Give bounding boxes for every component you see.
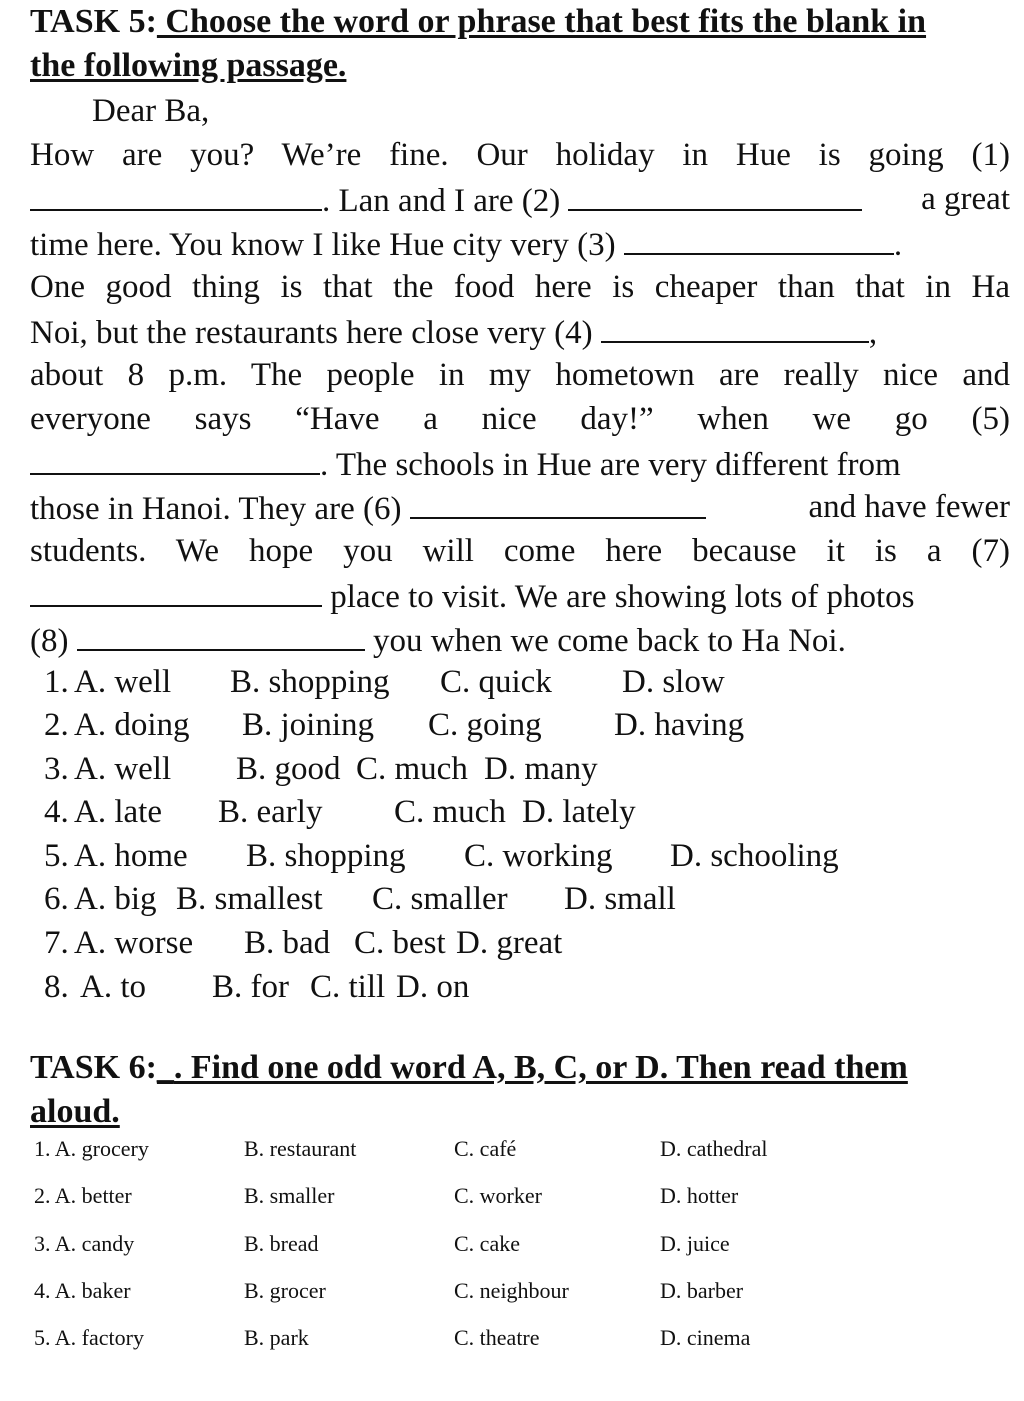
option-a[interactable]: A. well (74, 751, 172, 787)
passage-line-9 (30, 487, 1010, 529)
task6-option-c[interactable]: C. theatre (454, 1325, 540, 1350)
passage-text: (8) (30, 623, 77, 659)
passage-line-6: about 8 p.m. The people in my hometown are really nice and (30, 357, 1010, 393)
task6-title-cont: aloud. (30, 1093, 120, 1130)
blank-4[interactable] (601, 311, 869, 343)
task6-option-d[interactable]: D. juice (660, 1231, 730, 1256)
option-number: 3. (44, 751, 69, 787)
passage-line-4: One good thing is that the food here is cheaper than that in Ha (30, 269, 1010, 305)
task6-option-d[interactable]: D. cinema (660, 1325, 751, 1350)
blank-1[interactable] (30, 179, 322, 211)
task6-title: . Find one odd word A, B, C, or D. Then read them (173, 1049, 908, 1086)
option-number: 4. (44, 794, 69, 830)
passage-line-8 (30, 443, 1010, 485)
option-number: 6. (44, 881, 69, 917)
option-b[interactable]: B. smallest (176, 881, 323, 917)
option-b[interactable]: B. shopping (230, 664, 390, 700)
option-a[interactable]: A. late (74, 794, 162, 830)
option-b[interactable]: B. joining (242, 707, 375, 743)
task6-option-b[interactable]: B. grocer (244, 1278, 326, 1303)
task5-heading (30, 0, 1015, 44)
task6-row (34, 1134, 994, 1164)
passage-text: . (893, 227, 903, 263)
option-number: 7. (44, 925, 69, 961)
option-a[interactable]: A. home (74, 838, 188, 874)
passage-text: you when we come back to Ha Noi. (364, 623, 846, 659)
task6-option-d[interactable]: D. barber (660, 1278, 744, 1303)
task6-heading-cont (30, 1090, 1015, 1134)
task6-heading (30, 1046, 1015, 1090)
passage-line-2 (30, 179, 1010, 221)
passage-text: and have fewer (808, 489, 1010, 525)
blank-6[interactable] (410, 487, 706, 519)
task6-blank: _ (156, 1049, 174, 1086)
option-d[interactable]: D. small (564, 881, 676, 917)
task6-option-c[interactable]: C. neighbour (454, 1278, 569, 1303)
option-c[interactable]: C. quick (440, 664, 552, 700)
passage-text: a great (921, 181, 1010, 217)
blank-2[interactable] (568, 179, 862, 211)
task6-row (34, 1276, 994, 1306)
option-c[interactable]: C. smaller (372, 881, 508, 917)
task6-option-a[interactable]: 3. A. candy (34, 1231, 135, 1256)
passage-text: . The schools in Hue are very different from (320, 447, 901, 483)
option-number: 5. (44, 838, 69, 874)
passage-line-12 (30, 619, 1010, 661)
greeting: Dear Ba, (92, 93, 210, 129)
task6-option-b[interactable]: B. smaller (244, 1183, 335, 1208)
option-c[interactable]: C. working (464, 838, 613, 874)
option-b[interactable]: B. shopping (246, 838, 406, 874)
task6-option-c[interactable]: C. worker (454, 1183, 542, 1208)
task5-heading-cont (30, 44, 1015, 88)
task6-option-c[interactable]: C. cake (454, 1231, 520, 1256)
option-d[interactable]: D. on (396, 969, 470, 1005)
option-d[interactable]: D. many (484, 751, 598, 787)
blank-7[interactable] (30, 575, 322, 607)
passage-line-7: everyone says “Have a nice day!” when we go (5) (30, 401, 1010, 437)
task6-option-a[interactable]: 1. A. grocery (34, 1136, 149, 1161)
task6-row (34, 1323, 994, 1353)
option-b[interactable]: B. early (218, 794, 323, 830)
option-d[interactable]: D. lately (522, 794, 636, 830)
option-c[interactable]: C. much (356, 751, 468, 787)
passage-text: place to visit. We are showing lots of photos (322, 579, 915, 615)
task6-option-b[interactable]: B. park (244, 1325, 309, 1350)
option-d[interactable]: D. schooling (670, 838, 839, 874)
task6-option-d[interactable]: D. hotter (660, 1183, 739, 1208)
option-number: 2. (44, 707, 69, 743)
option-a[interactable]: A. worse (74, 925, 194, 961)
blank-8[interactable] (77, 619, 365, 651)
option-c[interactable]: C. till (310, 969, 386, 1005)
passage-line-10: students. We hope you will come here because it is a (7) (30, 533, 1010, 569)
option-c[interactable]: C. much (394, 794, 506, 830)
passage-text: those in Hanoi. They are (6) (30, 491, 410, 527)
task6-option-b[interactable]: B. bread (244, 1231, 319, 1256)
task6-row (34, 1181, 994, 1211)
task6-option-d[interactable]: D. cathedral (660, 1136, 768, 1161)
option-a[interactable]: A. to (80, 969, 146, 1005)
passage-text: . Lan and I are (2) (322, 183, 569, 219)
task5-label: TASK 5: (30, 3, 157, 40)
task6-option-a[interactable]: 4. A. baker (34, 1278, 131, 1303)
option-c[interactable]: C. best (354, 925, 446, 961)
option-number: 1. (44, 664, 69, 700)
option-c[interactable]: C. going (428, 707, 542, 743)
task6-row (34, 1229, 994, 1259)
passage-line-11 (30, 575, 1010, 617)
option-b[interactable]: B. for (212, 969, 289, 1005)
passage-line-5 (30, 311, 1010, 353)
task6-option-a[interactable]: 2. A. better (34, 1183, 132, 1208)
option-a[interactable]: A. well (74, 664, 172, 700)
option-b[interactable]: B. good (236, 751, 341, 787)
task5-title: Choose the word or phrase that best fits the blank in (156, 3, 927, 40)
passage-line-3 (30, 223, 1010, 265)
option-a[interactable]: A. big (74, 881, 157, 917)
option-d[interactable]: D. slow (622, 664, 725, 700)
task5-title-cont: the following passage. (30, 47, 347, 84)
option-b[interactable]: B. bad (244, 925, 331, 961)
option-a[interactable]: A. doing (74, 707, 190, 743)
passage-text: time here. You know I like Hue city very (3) (30, 227, 624, 263)
passage-text: , (868, 315, 878, 351)
task6-option-a[interactable]: 5. A. factory (34, 1325, 144, 1350)
option-d[interactable]: D. great (456, 925, 563, 961)
task6-option-b[interactable]: B. restaurant (244, 1136, 357, 1161)
blank-3[interactable] (624, 223, 894, 255)
option-d[interactable]: D. having (614, 707, 745, 743)
task6-label: TASK 6: (30, 1049, 157, 1086)
passage-text: Noi, but the restaurants here close very (4) (30, 315, 601, 351)
task6-option-c[interactable]: C. café (454, 1136, 517, 1161)
passage-line-1: How are you? We’re fine. Our holiday in Hue is going (1) (30, 137, 1010, 173)
blank-5[interactable] (30, 443, 320, 475)
option-number: 8. (44, 969, 69, 1005)
